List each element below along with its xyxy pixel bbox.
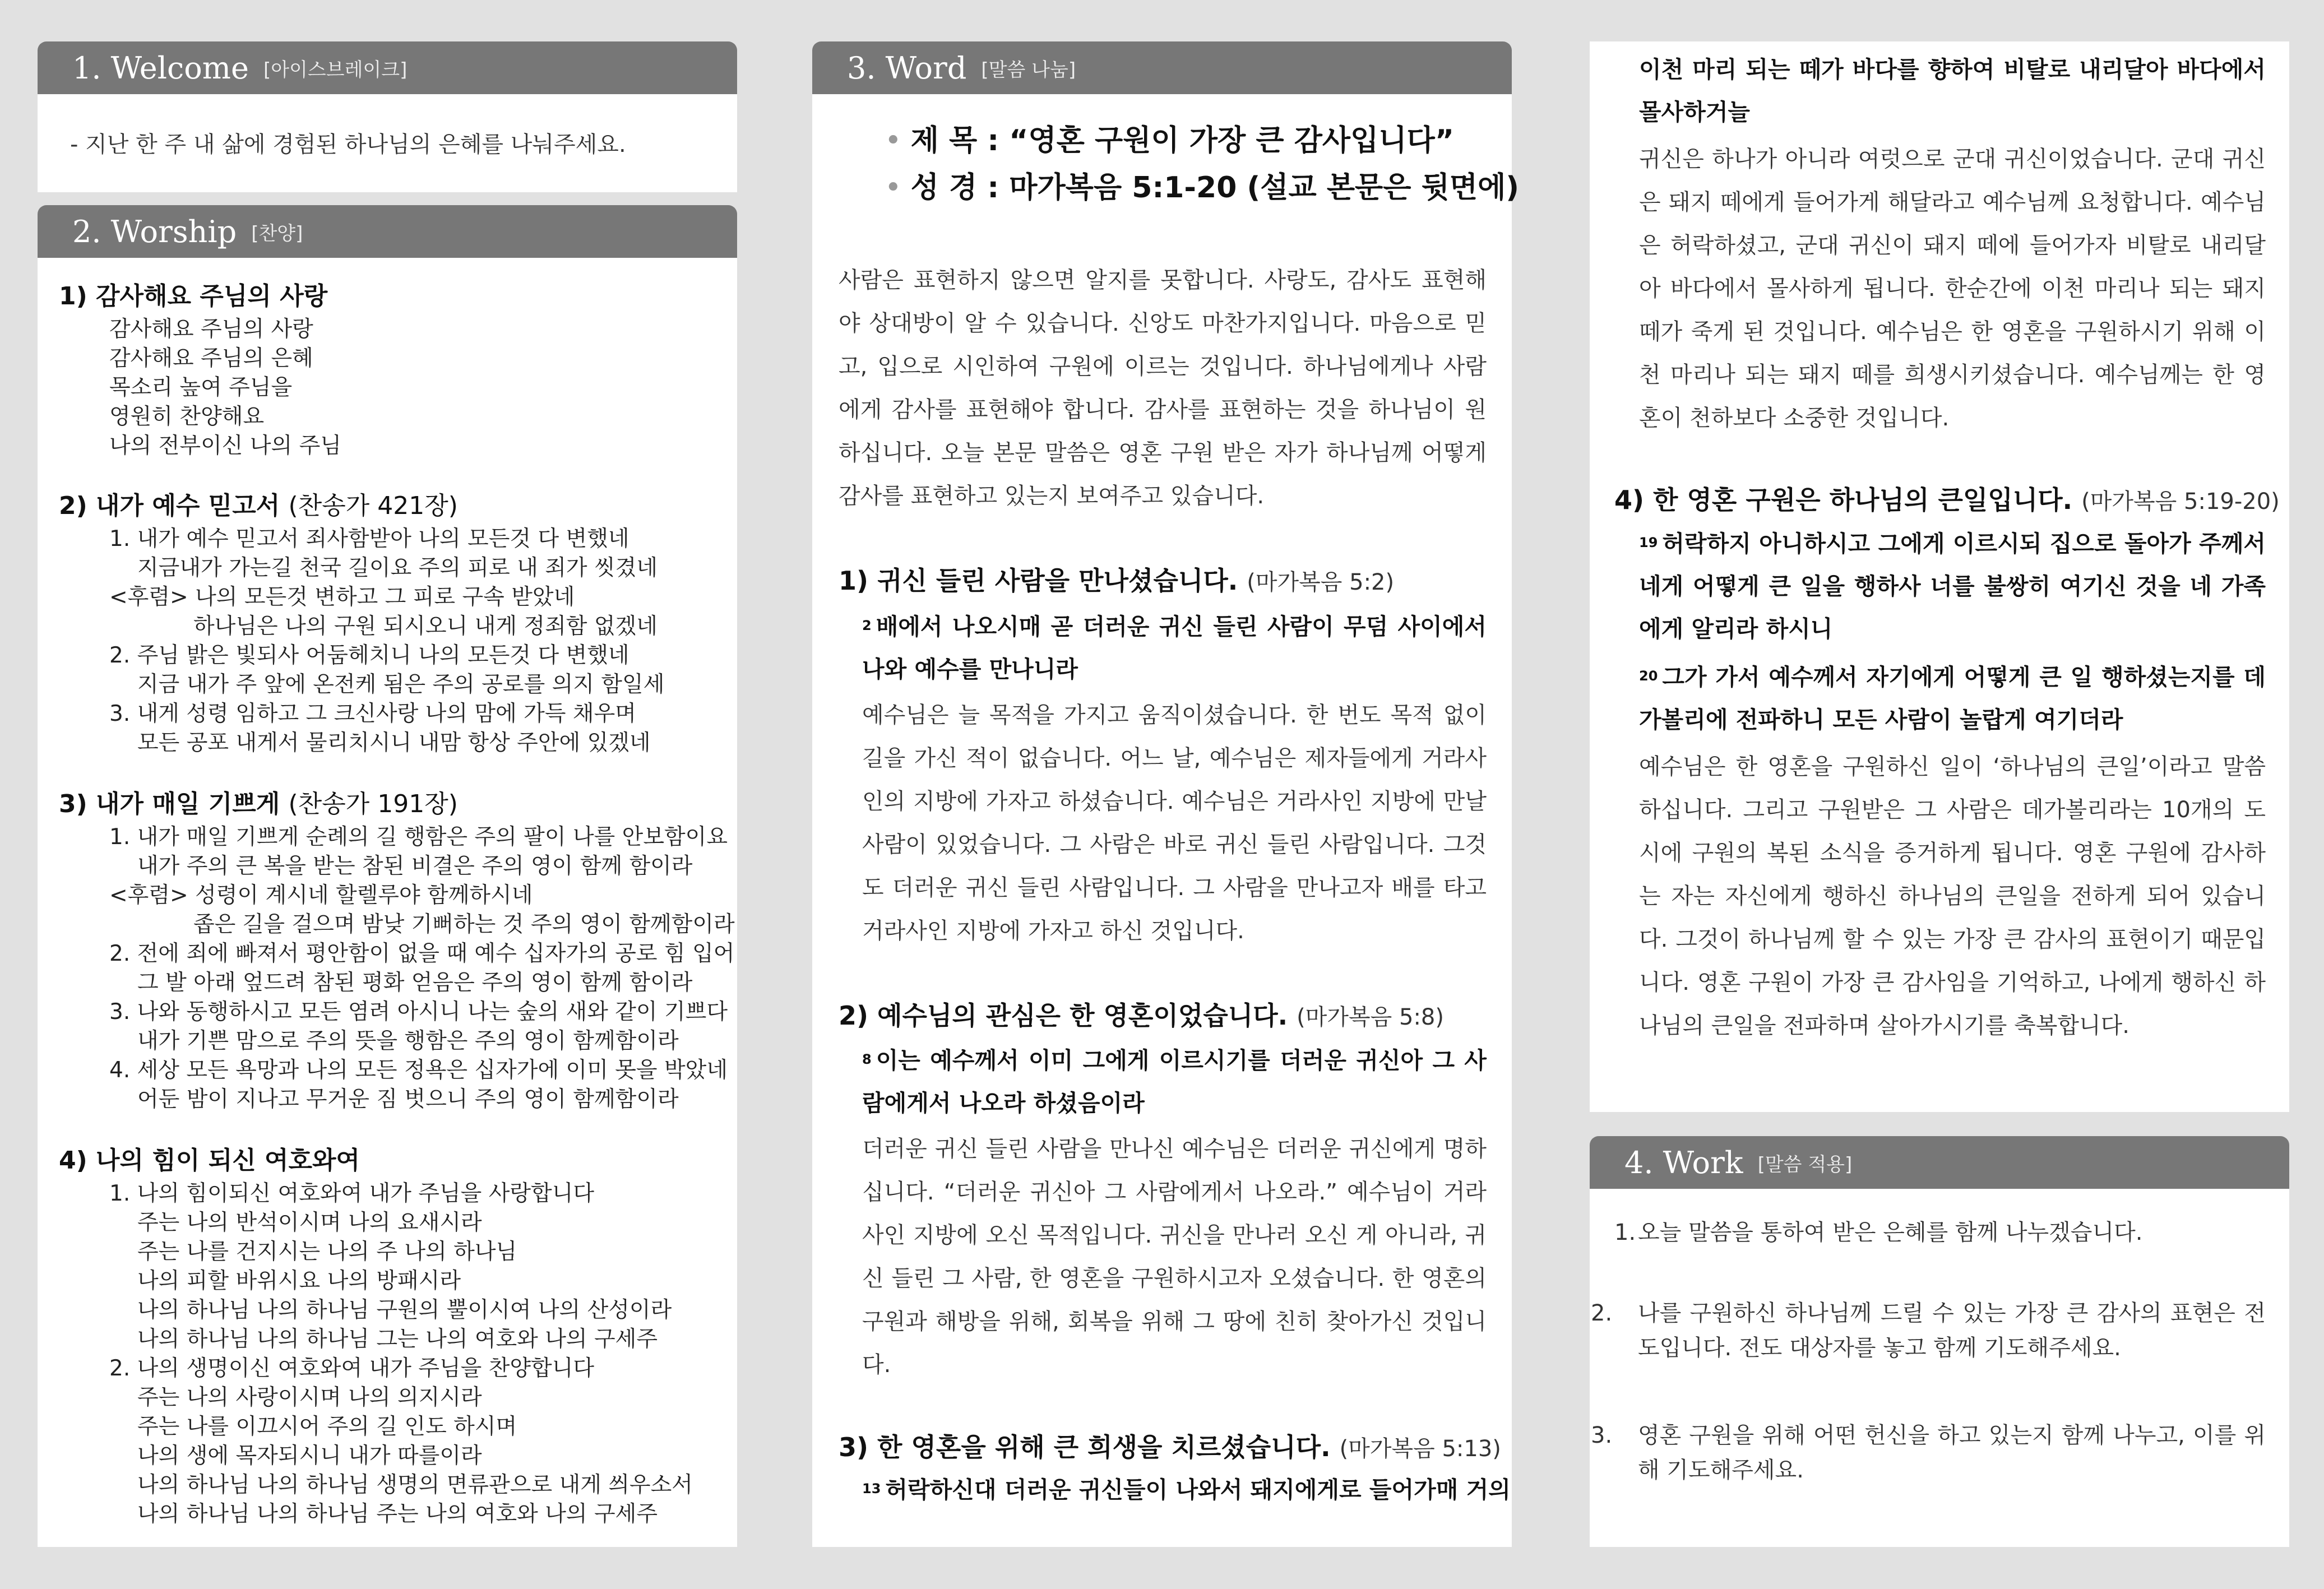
bullet-icon: • xyxy=(885,124,902,157)
point-3-verse: $^{13}$ 허락하신대 더러운 귀신들이 나와서 돼지에게로 들어가매 거의 xyxy=(862,1476,1511,1503)
lyric-line: 2. 나의 생명이신 여호와여 내가 주님을 찬양합니다 xyxy=(109,1356,595,1381)
point-1-verse: $^2$ 배에서 나오시매 곧 더러운 귀신 들린 사람이 무덤 사이에서 나와 예수를 만나니라 xyxy=(862,613,1487,683)
lyric-line: 목소리 높여 주님을 xyxy=(109,375,293,400)
work-tag: [말씀 적용] xyxy=(1757,1153,1853,1176)
worship-header xyxy=(38,205,737,258)
song-title: 2) 내가 예수 믿고서 (찬송가 421장) xyxy=(59,492,458,520)
lyric-line: 주는 나를 건지시는 나의 주 나의 하나님 xyxy=(137,1239,517,1264)
word-tag: [말씀 나눔] xyxy=(981,58,1076,81)
work-item-2: 2. 나를 구원하신 하나님께 드릴 수 있는 가장 큰 감사의 표현은 전도입니다. 전도 대상자를 놓고 함께 기도해주세요. xyxy=(1591,1300,2266,1361)
welcome-text: - 지난 한 주 내 삶에 경험된 하나님의 은혜를 나눠주세요. xyxy=(70,132,626,157)
point-1-title: 1) 귀신 들린 사람을 만나셨습니다. (마가복음 5:2) xyxy=(839,566,1395,596)
word-header xyxy=(812,41,1512,94)
lyric-line: 나의 하나님 나의 하나님 그는 나의 여호와 나의 구세주 xyxy=(137,1327,658,1352)
sermon-title: • 제 목 : “영혼 구원이 가장 큰 감사입니다” xyxy=(885,124,1455,157)
song-1 xyxy=(59,276,715,461)
word-title: 3. Word xyxy=(847,50,967,86)
lyric-line: 하나님은 나의 구원 되시오니 내게 정죄함 없겠네 xyxy=(193,614,658,639)
welcome-panel xyxy=(38,94,737,192)
work-title: 4. Work xyxy=(1624,1145,1743,1180)
lyric-line: 주는 나를 이끄시어 주의 길 인도 하시며 xyxy=(137,1414,517,1439)
lyric-line: 내가 주의 큰 복을 받는 참된 비결은 주의 영이 함께 함이라 xyxy=(137,854,693,879)
welcome-header xyxy=(38,41,737,94)
song-title: 1) 감사해요 주님의 사랑 xyxy=(59,282,328,311)
bullet-icon: • xyxy=(885,171,902,205)
lyric-line: 주는 나의 사랑이시며 나의 의지시라 xyxy=(137,1385,482,1410)
point-3-title: 3) 한 영혼을 위해 큰 희생을 치르셨습니다. (마가복음 5:13) xyxy=(839,1432,1501,1462)
work-item-3: 3. 영혼 구원을 위해 어떤 헌신을 하고 있는지 함께 나누고, 이를 위해 기도해주세요. xyxy=(1591,1423,2266,1483)
point-2-title: 2) 예수님의 관심은 한 영혼이었습니다. (마가복음 5:8) xyxy=(839,1000,1444,1031)
lyric-line: 1. 내가 예수 믿고서 죄사함받아 나의 모든것 다 변했네 xyxy=(109,526,629,552)
song-2 xyxy=(59,485,715,758)
lyric-line: 나의 전부이신 나의 주님 xyxy=(109,433,341,458)
lyric-line: 3. 나와 동행하시고 모든 염려 아시니 나는 숲의 새와 같이 기쁘다 xyxy=(109,999,728,1025)
point-4-verse-20: $^{20}$ 그가 가서 예수께서 자기에게 어떻게 큰 일 행하셨는지를 데가볼리에 전파하니 모든 사람이 놀랍게 여기더라 xyxy=(1639,664,2266,733)
lyric-line: 지금 내가 주 앞에 온전케 됨은 주의 공로를 의지 함일세 xyxy=(137,672,665,697)
lyric-line: 2. 주님 밝은 빛되사 어둠헤치니 나의 모든것 다 변했네 xyxy=(109,643,629,668)
lyric-line: 2. 전에 죄에 빠져서 평안함이 없을 때 예수 십자가의 공로 힘 입어 xyxy=(109,941,735,966)
lyric-line: <후렴> 나의 모든것 변하고 그 피로 구속 받았네 xyxy=(109,585,575,610)
sermon-intro: 사람은 표현하지 않으면 알지를 못합니다. 사랑도, 감사도 표현해야 상대방이 알 수 있습니다. 신앙도 마찬가지입니다. 마음으로 믿고, 입으로 시인하여 구원에 이르는 것입니다. 하나님에게나 사람에게 감사를 표현해야 합니다. 감사를 표현하는 것을 하나님이 원하십니다. 오늘 본문 말씀은 영혼 구원 받은 자가 하나님께 어떻게 감사를 표현하고 있는지 보여주고 있습니다. xyxy=(839,267,1487,509)
work-header xyxy=(1590,1136,2289,1189)
lyric-line: 내가 기쁜 맘으로 주의 뜻을 행함은 주의 영이 함께함이라 xyxy=(137,1029,679,1054)
lyric-line: <후렴> 성령이 계시네 할렐루야 함께하시네 xyxy=(109,883,533,908)
welcome-tag: [아이스브레이크] xyxy=(263,58,408,81)
worship-title: 2. Worship xyxy=(72,214,237,249)
welcome-title: 1. Welcome xyxy=(72,50,249,86)
lyric-line: 1. 나의 힘이되신 여호와여 내가 주님을 사랑합니다 xyxy=(109,1181,595,1206)
point-4-verse-19: $^{19}$ 허락하지 아니하시고 그에게 이르시되 집으로 돌아가 주께서 네게 어떻게 큰 일을 행하사 너를 불쌍히 여기신 것을 네 가족에게 알리라 하시니 xyxy=(1639,530,2266,642)
point-4-title: 4) 한 영혼 구원은 하나님의 큰일입니다. (마가복음 5:19-20) xyxy=(1614,485,2280,515)
lyric-line: 나의 생에 목자되시니 내가 따를이라 xyxy=(137,1443,482,1468)
lyric-line: 감사해요 주님의 사랑 xyxy=(109,317,313,342)
lyric-line: 4. 세상 모든 욕망과 나의 모든 정욕은 십자가에 이미 못을 박았네 xyxy=(109,1058,728,1083)
worship-tag: [찬양] xyxy=(251,222,303,245)
song-title: 4) 나의 힘이 되신 여호와여 xyxy=(59,1146,360,1175)
point-4-body: 예수님은 한 영혼을 구원하신 일이 ‘하나님의 큰일’이라고 말씀하십니다. 그리고 구원받은 그 사람은 데가볼리라는 10개의 도시에 구원의 복된 소식을 증거하게 됩니다. 영혼 구원에 감사하는 자는 자신에게 행하신 하나님의 큰일을 전하게 되어 있습니다. 그것이 하나님께 할 수 있는 가장 큰 감사의 표현이기 때문입니다. 영혼 구원이 가장 큰 감사임을 기억하고, 나에게 행하신 하나님의 큰일을 전파하며 살아가시기를 축복합니다. xyxy=(1639,754,2266,1039)
point-3-verse-continued: 이천 마리 되는 떼가 바다를 향하여 비탈로 내리달아 바다에서 몰사하거늘 xyxy=(1639,56,2266,126)
point-2-body: 더러운 귀신 들린 사람을 만나신 예수님은 더러운 귀신에게 명하십니다. “더러운 귀신아 그 사람에게서 나오라.” 예수님이 거라사인 지방에 오신 목적입니다. 귀신을 만나러 오신 게 아니라, 귀신 들린 그 사람, 한 영혼을 구원하시고자 오셨습니다. 한 영혼의 구원과 해방을 위해, 회복을 위해 그 땅에 친히 찾아가신 것입니다. xyxy=(862,1136,1487,1378)
lyric-line: 나의 하나님 나의 하나님 구원의 뿔이시여 나의 산성이라 xyxy=(137,1298,672,1323)
lyric-line: 모든 공포 내게서 물리치시니 내맘 항상 주안에 있겠네 xyxy=(137,730,651,756)
lyric-line: 지금내가 가는길 천국 길이요 주의 피로 내 죄가 씻겼네 xyxy=(137,555,658,581)
lyric-line: 감사해요 주님의 은혜 xyxy=(109,346,313,371)
point-2-verse: $^8$ 이는 예수께서 이미 그에게 이르시기를 더러운 귀신아 그 사람에게서 나오라 하셨음이라 xyxy=(862,1047,1487,1117)
lyric-line: 주는 나의 반석이시며 나의 요새시라 xyxy=(137,1210,482,1235)
lyric-line: 나의 하나님 나의 하나님 생명의 면류관으로 내게 씌우소서 xyxy=(137,1472,693,1498)
lyric-line: 나의 하나님 나의 하나님 주는 나의 여호와 나의 구세주 xyxy=(137,1502,658,1527)
lyric-line: 그 발 아래 엎드려 참된 평화 얻음은 주의 영이 함께 함이라 xyxy=(137,970,693,995)
point-3-body: 귀신은 하나가 아니라 여럿으로 군대 귀신이었습니다. 군대 귀신은 돼지 떼에게 들어가게 해달라고 예수님께 요청합니다. 예수님은 허락하셨고, 군대 귀신이 돼지 떼에 들어가자 비탈로 내리달아 바다에서 몰사하게 됩니다. 한순간에 이천 마리나 되는 돼지 떼가 죽게 된 것입니다. 예수님은 한 영혼을 구원하시기 위해 이천 마리나 되는 돼지 떼를 희생시키셨습니다. 예수님께는 한 영혼이 천하보다 소중한 것입니다. xyxy=(1639,146,2266,431)
lyric-line: 어둔 밤이 지나고 무거운 짐 벗으니 주의 영이 함께함이라 xyxy=(137,1087,679,1112)
sermon-scripture: • 성 경 : 마가복음 5:1-20 (설교 본문은 뒷면에) xyxy=(885,171,1520,205)
lyric-line: 1. 내가 매일 기쁘게 순례의 길 행함은 주의 팔이 나를 안보함이요 xyxy=(109,824,728,850)
lyric-line: 좁은 길을 걸으며 밤낮 기뻐하는 것 주의 영이 함께함이라 xyxy=(193,912,735,937)
lyric-line: 나의 피할 바위시요 나의 방패시라 xyxy=(137,1268,461,1294)
work-item-1: 1.오늘 말씀을 통하여 받은 은혜를 함께 나누겠습니다. xyxy=(1614,1220,2143,1245)
lyric-line: 영원히 찬양해요 xyxy=(109,404,265,429)
song-3 xyxy=(59,784,735,1114)
lyric-line: 3. 내게 성령 임하고 그 크신사랑 나의 맘에 가득 채우며 xyxy=(109,701,636,726)
point-1-body: 예수님은 늘 목적을 가지고 움직이셨습니다. 한 번도 목적 없이 길을 가신 적이 없습니다. 어느 날, 예수님은 제자들에게 거라사인의 지방에 가자고 하셨습니다. 예수님은 거라사인 지방에 만날 사람이 있었습니다. 그 사람은 바로 귀신 들린 사람입니다. 그것도 더러운 귀신 들린 사람입니다. 그 사람을 만나고자 배를 타고 거라사인 지방에 가자고 하신 것입니다. xyxy=(862,702,1487,944)
song-4 xyxy=(59,1140,715,1529)
song-title: 3) 내가 매일 기쁘게 (찬송가 191장) xyxy=(59,790,458,818)
